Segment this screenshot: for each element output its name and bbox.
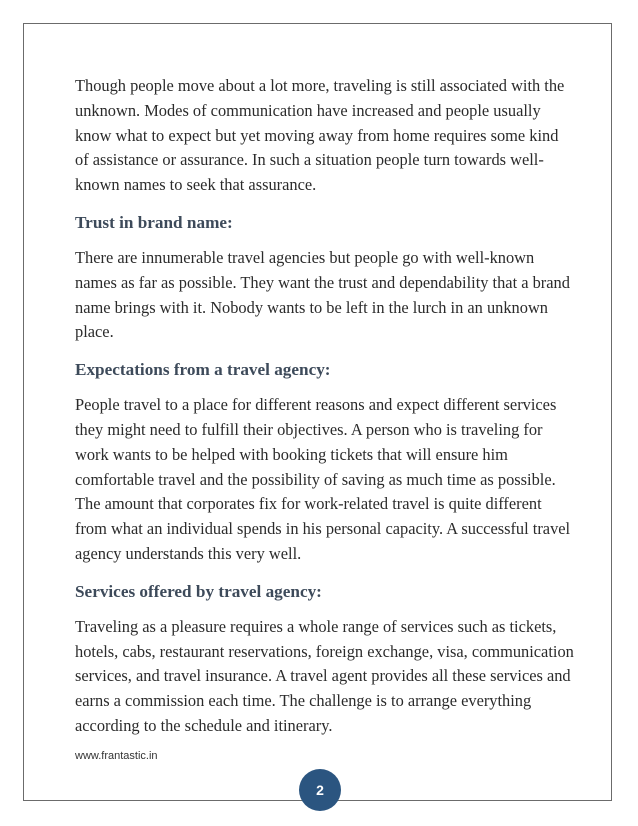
document-body [75, 74, 575, 752]
section-paragraph-trust: There are innumerable travel agencies but people go with well-known names as far as possible. They want the trust and dependability that a brand name brings with it. Nobody wants to be left in the lurch in an unknown place. [75, 247, 570, 342]
section-paragraph-expectations: People travel to a place for different reasons and expect different services they might need to fulfill their objectives. A person who is traveling for work wants to be helped with booking tickets that will ensure him comfortable travel and the possibility of saving as much time as possible. The amount that corporates fix for work-related travel is quite different from what an individual spends in his personal capacity. A successful travel agency understands this very well. [75, 395, 571, 563]
section-heading-expectations: Expectations from a travel agency: [75, 360, 331, 380]
footer-website-link[interactable]: www.frantastic.in [75, 750, 158, 762]
section-paragraph-services: Traveling as a pleasure requires a whole range of services such as tickets, hotels, cabs, restaurant reservations, foreign exchange, visa, communication services, and travel insurance. A travel agent provides all these services and earns a commission each time. The challenge is to arrange everything according to the schedule and itinerary. [75, 616, 574, 735]
page-number-badge: 2 [299, 769, 341, 811]
intro-paragraph: Though people move about a lot more, traveling is still associated with the unknown. Modes of communication have increased and people usually know what to expect but yet moving away from home requires some kind of assistance or assurance. In such a situation people turn towards well-known names to seek that assurance. [75, 76, 565, 195]
section-heading-trust: Trust in brand name: [75, 212, 233, 232]
section-heading-services: Services offered by travel agency: [75, 581, 322, 601]
